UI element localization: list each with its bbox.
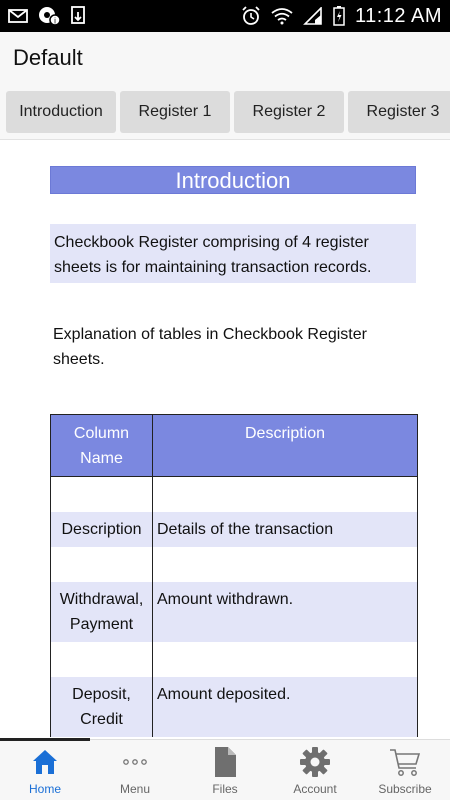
battery-icon	[333, 6, 345, 26]
mail-icon	[8, 8, 28, 24]
tab-register-1[interactable]: Register 1	[120, 91, 230, 133]
tab-strip[interactable]	[0, 84, 450, 140]
table-row	[51, 512, 418, 547]
nav-account[interactable]	[270, 740, 360, 800]
nav-menu[interactable]	[90, 740, 180, 800]
row-desc: Amount deposited.	[153, 677, 418, 737]
header-column-name: Column Name	[51, 415, 153, 477]
section-heading: Introduction	[50, 166, 416, 194]
columns-table	[50, 414, 418, 737]
file-icon	[210, 746, 240, 778]
gear-icon	[299, 746, 331, 778]
status-right-icons	[241, 5, 442, 28]
nav-menu-label: Menu	[119, 782, 151, 796]
download-icon	[70, 6, 88, 26]
status-left-icons	[8, 6, 88, 26]
row-name: Description	[51, 512, 153, 547]
wifi-icon	[271, 7, 293, 25]
header-description: Description	[153, 415, 418, 477]
bottom-nav	[0, 739, 450, 800]
row-desc: Details of the transaction	[153, 512, 418, 547]
tab-introduction[interactable]: Introduction	[6, 91, 116, 133]
nav-account-label: Account	[293, 782, 337, 796]
intro-text: Checkbook Register comprising of 4 register sheets is for maintaining transaction records.	[50, 224, 416, 283]
nav-home-label: Home	[28, 782, 61, 796]
table-row	[51, 677, 418, 737]
cart-icon	[389, 746, 421, 778]
more-dots-icon	[120, 746, 150, 778]
row-name: Deposit, Credit	[51, 677, 153, 737]
table-spacer-row	[51, 547, 418, 582]
chat-notification-icon	[38, 6, 60, 26]
nav-files[interactable]	[180, 740, 270, 800]
home-icon	[30, 746, 60, 778]
tab-register-3[interactable]: Register 3	[348, 91, 450, 133]
alarm-icon	[241, 6, 261, 26]
nav-subscribe[interactable]	[360, 740, 450, 800]
content-area[interactable]	[0, 141, 450, 739]
table-row	[51, 582, 418, 642]
app-bar	[0, 32, 450, 84]
nav-subscribe-label: Subscribe	[378, 782, 432, 796]
svg-text:i: i	[54, 16, 56, 26]
app-title: Default	[13, 45, 83, 70]
row-desc: Amount withdrawn.	[153, 582, 418, 642]
row-name: Withdrawal, Payment	[51, 582, 153, 642]
status-time: 11:12 AM	[354, 4, 442, 27]
status-bar	[0, 0, 450, 32]
table-spacer-row	[51, 642, 418, 677]
table-header-row	[51, 415, 418, 477]
nav-files-label: Files	[212, 782, 238, 796]
explanation-text: Explanation of tables in Checkbook Register sheets.	[53, 326, 367, 368]
nav-home[interactable]	[0, 740, 90, 800]
tab-register-2[interactable]: Register 2	[234, 91, 344, 133]
table-spacer-row	[51, 477, 418, 512]
signal-icon	[303, 7, 323, 25]
